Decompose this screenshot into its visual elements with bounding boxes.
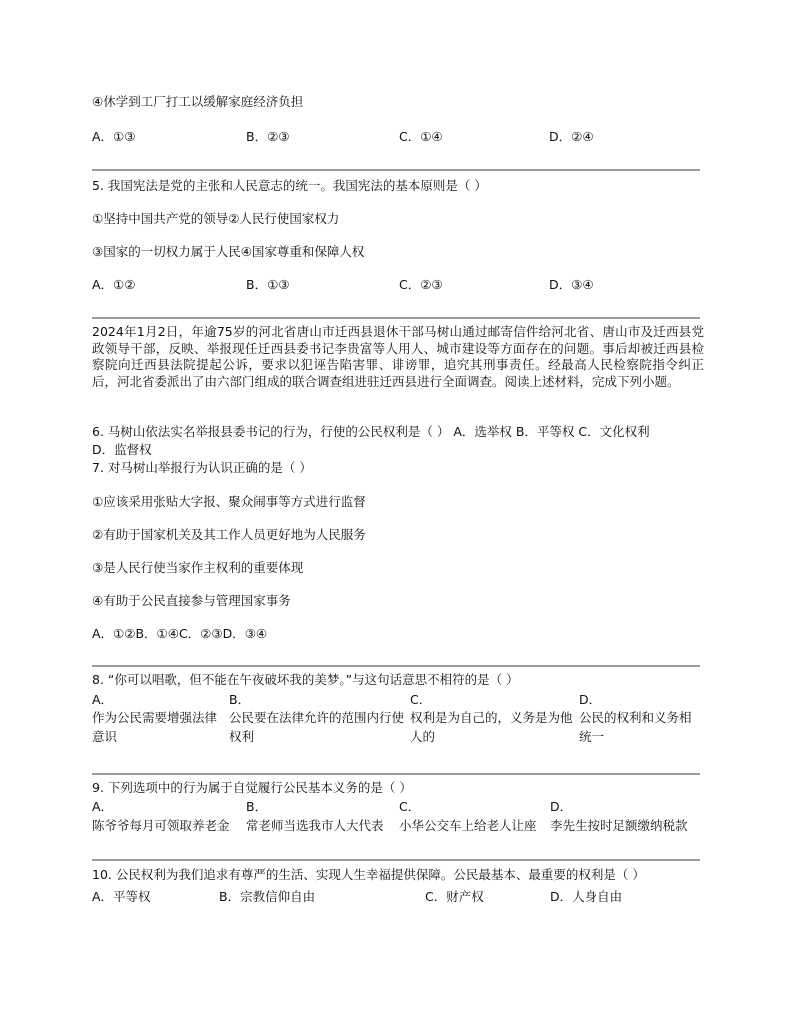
q9-option-b-text: 常老师当选我市人大代表 [246, 818, 384, 833]
q9-label-c: C． [399, 799, 421, 814]
divider [92, 859, 700, 861]
q10-option-d: D．人身自由 [550, 889, 623, 904]
q5-option-c: C．②③ [399, 277, 443, 292]
q5-option-d: D．③④ [549, 277, 594, 292]
q10-option-b: B．宗教信仰自由 [219, 889, 316, 904]
q7-statement-3: ③是人民行使当家作主权利的重要体现 [92, 560, 304, 575]
q8-label-a: A． [92, 692, 114, 707]
q8-option-a-text: 作为公民需要增强法律意识 [92, 710, 218, 744]
q6-stem-options: 6. 马树山依法实名举报县委书记的行为，行使的公民权利是（ ） A．选举权 B．平等权 C．文化权利 [92, 424, 650, 439]
q7-statement-4: ④有助于公民直接参与管理国家事务 [92, 593, 291, 608]
q8-label-c: C． [410, 692, 432, 707]
q4-statement-4: ④休学到工厂打工以缓解家庭经济负担 [92, 94, 304, 109]
q8-label-d: D． [579, 692, 602, 707]
q7-statement-2: ②有助于国家机关及其工作人员更好地为人民服务 [92, 527, 366, 542]
q8-option-c-text: 权利是为自己的，义务是为他人的 [410, 710, 573, 744]
q9-option-c-text: 小华公交车上给老人让座 [399, 818, 537, 833]
q10-stem: 10. 公民权利为我们追求有尊严的生活、实现人生幸福提供保障。公民最基本、最重要的权利是（ ） [92, 867, 645, 882]
q5-option-a: A．①② [92, 277, 136, 292]
q8-stem: 8. “你可以唱歌，但不能在午夜破坏我的美梦。”与这句话意思不相符的是（ ） [92, 672, 519, 687]
q9-option-a-text: 陈爷爷每月可领取养老金 [92, 818, 230, 833]
q9-option-d-text: 李先生按时足额缴纳税款 [550, 818, 688, 833]
divider [92, 317, 700, 319]
q6-option-d: D．监督权 [92, 442, 152, 457]
q5-statements-1: ①坚持中国共产党的领导②人民行使国家权力 [92, 211, 340, 226]
q8-option-d-text: 公民的权利和义务相统一 [579, 710, 692, 744]
q9-label-d: D． [550, 799, 573, 814]
q5-statements-2: ③国家的一切权力属于人民④国家尊重和保障人权 [92, 244, 365, 259]
q7-stem: 7. 对马树山举报行为认识正确的是（ ） [92, 460, 312, 475]
q4-option-d: D．②④ [549, 129, 594, 144]
q10-option-a: A．平等权 [92, 889, 151, 904]
divider [92, 773, 700, 775]
q4-option-a: A．①③ [92, 129, 136, 144]
q8-option-b-text: 公民要在法律允许的范围内行使权利 [229, 710, 405, 744]
q7-statement-1: ①应该采用张贴大字报、聚众闹事等方式进行监督 [92, 494, 366, 509]
divider [92, 665, 700, 667]
q5-stem: 5. 我国宪法是党的主张和人民意志的统一。我国宪法的基本原则是（ ） [92, 178, 487, 193]
reading-material: 2024年1月2日，年逾75岁的河北省唐山市迁西县退休干部马树山通过邮寄信件给河北省、唐山市及迁西县党政领导干部，反映、举报现任迁西县委书记李贵富等人用人、城市建设等方面存在的问题。事后却被迁西县检察院向迁西县法院提起公诉，要求以犯诬告陷害罪、诽谤罪，追究其刑事责任。经最高人民检察院指令纠正后，河北省委派出了由六部门组成的联合调查组进驻迁西县进行全面调查。阅读上述材料，完成下列小题。 [92, 324, 704, 389]
divider [92, 169, 700, 171]
q8-label-b: B． [229, 692, 251, 707]
q4-option-c: C．①④ [399, 129, 443, 144]
q9-label-a: A． [92, 799, 114, 814]
q9-stem: 9. 下列选项中的行为属于自觉履行公民基本义务的是（ ） [92, 780, 412, 795]
q10-option-c: C．财产权 [425, 889, 484, 904]
q7-options: A．①②B．①④C．②③D．③④ [92, 626, 268, 641]
q9-label-b: B． [246, 799, 268, 814]
q4-option-b: B．②③ [246, 129, 290, 144]
q5-option-b: B．①③ [246, 277, 290, 292]
